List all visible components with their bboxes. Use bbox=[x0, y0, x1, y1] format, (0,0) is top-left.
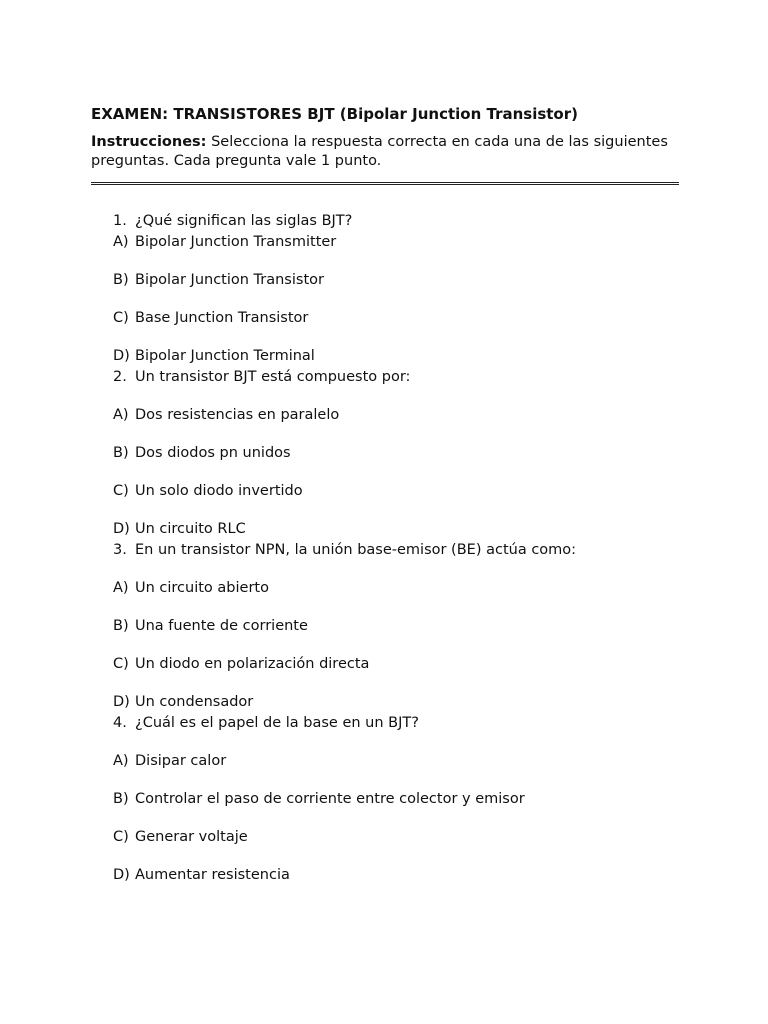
option-text: Un circuito abierto bbox=[135, 580, 269, 596]
option-text: Controlar el paso de corriente entre colector y emisor bbox=[135, 791, 525, 807]
answer-option-b[interactable] bbox=[113, 270, 733, 291]
option-text: Un solo diodo invertido bbox=[135, 483, 303, 499]
answer-option-a[interactable] bbox=[113, 232, 733, 253]
option-text: Aumentar resistencia bbox=[135, 867, 290, 883]
option-letter: A) bbox=[113, 753, 129, 769]
answer-option-b[interactable] bbox=[113, 789, 733, 810]
option-text: Un diodo en polarización directa bbox=[135, 656, 370, 672]
question-number: 2. bbox=[113, 369, 127, 385]
option-text: Dos resistencias en paralelo bbox=[135, 407, 340, 423]
double-rule-divider bbox=[91, 182, 679, 185]
question-2 bbox=[113, 367, 733, 540]
instructions-text: Selecciona la respuesta correcta en cada una de las siguientes preguntas. Cada pregunta vale 1 punto. bbox=[91, 134, 668, 169]
exam-header bbox=[91, 104, 679, 185]
question-number: 1. bbox=[113, 213, 127, 229]
instructions bbox=[91, 133, 679, 171]
answer-option-c[interactable] bbox=[113, 308, 733, 329]
answer-option-d[interactable] bbox=[113, 692, 733, 713]
question-number: 4. bbox=[113, 715, 127, 731]
option-letter: D) bbox=[113, 521, 130, 537]
answer-option-a[interactable] bbox=[113, 751, 733, 772]
option-text: Bipolar Junction Transmitter bbox=[135, 234, 337, 250]
option-text: Una fuente de corriente bbox=[135, 618, 308, 634]
option-letter: C) bbox=[113, 656, 129, 672]
answer-option-d[interactable] bbox=[113, 519, 733, 540]
question-stem bbox=[113, 540, 733, 561]
option-letter: B) bbox=[113, 618, 129, 634]
question-stem bbox=[113, 367, 733, 388]
option-letter: B) bbox=[113, 791, 129, 807]
answer-option-a[interactable] bbox=[113, 405, 733, 426]
option-letter: D) bbox=[113, 694, 130, 710]
question-stem bbox=[113, 211, 733, 232]
answer-option-b[interactable] bbox=[113, 443, 733, 464]
option-letter: D) bbox=[113, 867, 130, 883]
answer-option-c[interactable] bbox=[113, 654, 733, 675]
option-text: Un condensador bbox=[135, 694, 254, 710]
option-text: Disipar calor bbox=[135, 753, 227, 769]
option-letter: C) bbox=[113, 483, 129, 499]
question-stem bbox=[113, 713, 733, 734]
question-text: ¿Qué significan las siglas BJT? bbox=[135, 213, 353, 229]
question-list bbox=[113, 211, 733, 886]
option-text: Generar voltaje bbox=[135, 829, 248, 845]
option-letter: A) bbox=[113, 234, 129, 250]
option-letter: C) bbox=[113, 829, 129, 845]
answer-option-d[interactable] bbox=[113, 865, 733, 886]
option-text: Bipolar Junction Terminal bbox=[135, 348, 315, 364]
question-text: En un transistor NPN, la unión base-emisor (BE) actúa como: bbox=[135, 542, 577, 558]
instructions-label: Instrucciones: bbox=[91, 134, 207, 150]
option-text: Un circuito RLC bbox=[135, 521, 246, 537]
option-text: Base Junction Transistor bbox=[135, 310, 309, 326]
answer-option-b[interactable] bbox=[113, 616, 733, 637]
question-text: ¿Cuál es el papel de la base en un BJT? bbox=[135, 715, 419, 731]
option-text: Bipolar Junction Transistor bbox=[135, 272, 324, 288]
option-letter: B) bbox=[113, 445, 129, 461]
answer-option-c[interactable] bbox=[113, 827, 733, 848]
question-1 bbox=[113, 211, 733, 367]
question-4 bbox=[113, 713, 733, 886]
question-3 bbox=[113, 540, 733, 713]
option-text: Dos diodos pn unidos bbox=[135, 445, 291, 461]
exam-title: EXAMEN: TRANSISTORES BJT (Bipolar Junction Transistor) bbox=[91, 105, 578, 123]
option-letter: B) bbox=[113, 272, 129, 288]
answer-option-c[interactable] bbox=[113, 481, 733, 502]
option-letter: A) bbox=[113, 407, 129, 423]
option-letter: C) bbox=[113, 310, 129, 326]
option-letter: D) bbox=[113, 348, 130, 364]
answer-option-a[interactable] bbox=[113, 578, 733, 599]
answer-option-d[interactable] bbox=[113, 346, 733, 367]
question-number: 3. bbox=[113, 542, 127, 558]
question-text: Un transistor BJT está compuesto por: bbox=[135, 369, 411, 385]
option-letter: A) bbox=[113, 580, 129, 596]
